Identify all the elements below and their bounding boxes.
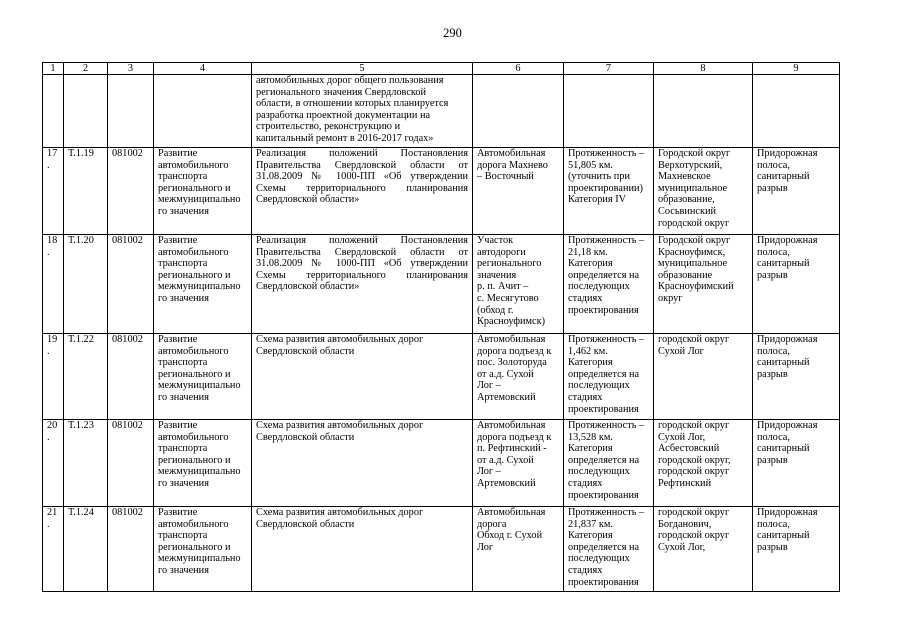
cell-municipality: Городской округ Верхотурский, Махневское муниципальное образование, Сосьвинский городской округ bbox=[654, 148, 753, 235]
cell-zone bbox=[753, 75, 840, 148]
column-header: 5 bbox=[252, 63, 473, 75]
cell-code: Т.1.22 bbox=[64, 334, 108, 420]
cell-municipality bbox=[654, 75, 753, 148]
page-number: 290 bbox=[443, 26, 462, 40]
cell-okved bbox=[108, 75, 154, 148]
cell-municipality: городской округ Богданович, городской округ Сухой Лог, bbox=[654, 507, 753, 592]
column-header: 3 bbox=[108, 63, 154, 75]
cell-num: 17. bbox=[43, 148, 64, 235]
cell-characteristics: Протяженность – 1,462 км. Категория определяется на последующих стадиях проектирования bbox=[564, 334, 654, 420]
cell-object bbox=[154, 75, 252, 148]
planning-table bbox=[42, 62, 840, 592]
cell-okved: 081002 bbox=[108, 420, 154, 507]
table-row bbox=[43, 235, 840, 334]
column-header: 7 bbox=[564, 63, 654, 75]
column-header: 2 bbox=[64, 63, 108, 75]
cell-code: Т.1.20 bbox=[64, 235, 108, 334]
cell-zone: Придорожная полоса, санитарный разрыв bbox=[753, 148, 840, 235]
cell-document: Реализация положений Постановления Правительства Свердловской области от 31.08.2009 № 1000-ПП «Об утверждении Схемы территориального планирования Свердловской области» bbox=[252, 148, 473, 235]
cell-characteristics: Протяженность – 13,528 км. Категория определяется на последующих стадиях проектирования bbox=[564, 420, 654, 507]
cell-num bbox=[43, 75, 64, 148]
column-header: 6 bbox=[473, 63, 564, 75]
cell-code: Т.1.24 bbox=[64, 507, 108, 592]
cell-characteristics: Протяженность – 21,837 км. Категория определяется на последующих стадиях проектирования bbox=[564, 507, 654, 592]
table-row bbox=[43, 420, 840, 507]
cell-code: Т.1.23 bbox=[64, 420, 108, 507]
cell-location: Автомобильная дорога Махнево – Восточный bbox=[473, 148, 564, 235]
cell-okved: 081002 bbox=[108, 334, 154, 420]
table-row-continuation bbox=[43, 75, 840, 148]
cell-document: автомобильных дорог общего пользования регионального значения Свердловской области, в отношении которых планируется разработка проектной документации на строительство, реконструкцию и капитальный ремонт в 2016-2017 годах» bbox=[252, 75, 473, 148]
cell-object: Развитие автомобильного транспорта регионального и межмуниципально го значения bbox=[154, 420, 252, 507]
cell-document: Схема развития автомобильных дорог Свердловской области bbox=[252, 420, 473, 507]
cell-zone: Придорожная полоса, санитарный разрыв bbox=[753, 507, 840, 592]
cell-object: Развитие автомобильного транспорта регионального и межмуниципально го значения bbox=[154, 334, 252, 420]
cell-zone: Придорожная полоса, санитарный разрыв bbox=[753, 420, 840, 507]
cell-code: Т.1.19 bbox=[64, 148, 108, 235]
cell-zone: Придорожная полоса, санитарный разрыв bbox=[753, 334, 840, 420]
column-header: 4 bbox=[154, 63, 252, 75]
table-row bbox=[43, 148, 840, 235]
cell-okved: 081002 bbox=[108, 148, 154, 235]
cell-code bbox=[64, 75, 108, 148]
cell-document: Реализация положений Постановления Правительства Свердловской области от 31.08.2009 № 1000-ПП «Об утверждении Схемы территориального планирования Свердловской области» bbox=[252, 235, 473, 334]
cell-location: Автомобильная дорога Обход г. Сухой Лог bbox=[473, 507, 564, 592]
column-header: 1 bbox=[43, 63, 64, 75]
table-header-row bbox=[43, 63, 840, 75]
cell-num: 20. bbox=[43, 420, 64, 507]
cell-municipality: городской округ Сухой Лог, Асбестовский городской округ, городской округ Рефтинский bbox=[654, 420, 753, 507]
cell-location: Участок автодороги регионального значения р. п. Ачит – с. Месягутово (обход г. Красноуфимск) bbox=[473, 235, 564, 334]
table-row bbox=[43, 334, 840, 420]
cell-location: Автомобильная дорога подъезд к пос. Золоторуда от а.д. Сухой Лог – Артемовский bbox=[473, 334, 564, 420]
cell-object: Развитие автомобильного транспорта регионального и межмуниципально го значения bbox=[154, 235, 252, 334]
cell-okved: 081002 bbox=[108, 235, 154, 334]
cell-okved: 081002 bbox=[108, 507, 154, 592]
cell-zone: Придорожная полоса, санитарный разрыв bbox=[753, 235, 840, 334]
cell-num: 21. bbox=[43, 507, 64, 592]
column-header: 9 bbox=[753, 63, 840, 75]
cell-num: 19. bbox=[43, 334, 64, 420]
cell-location: Автомобильная дорога подъезд к п. Рефтинский - от а.д. Сухой Лог – Артемовский bbox=[473, 420, 564, 507]
cell-num: 18. bbox=[43, 235, 64, 334]
cell-document: Схема развития автомобильных дорог Свердловской области bbox=[252, 507, 473, 592]
cell-characteristics bbox=[564, 75, 654, 148]
cell-characteristics: Протяженность – 51,805 км. (уточнить при проектировании) Категория IV bbox=[564, 148, 654, 235]
cell-document: Схема развития автомобильных дорог Свердловской области bbox=[252, 334, 473, 420]
cell-object: Развитие автомобильного транспорта регионального и межмуниципально го значения bbox=[154, 148, 252, 235]
cell-location bbox=[473, 75, 564, 148]
cell-municipality: городской округ Сухой Лог bbox=[654, 334, 753, 420]
table-row bbox=[43, 507, 840, 592]
column-header: 8 bbox=[654, 63, 753, 75]
cell-characteristics: Протяженность – 21,18 км. Категория определяется на последующих стадиях проектирования bbox=[564, 235, 654, 334]
cell-municipality: Городской округ Красноуфимск, муниципальное образование Красноуфимский округ bbox=[654, 235, 753, 334]
cell-object: Развитие автомобильного транспорта регионального и межмуниципально го значения bbox=[154, 507, 252, 592]
